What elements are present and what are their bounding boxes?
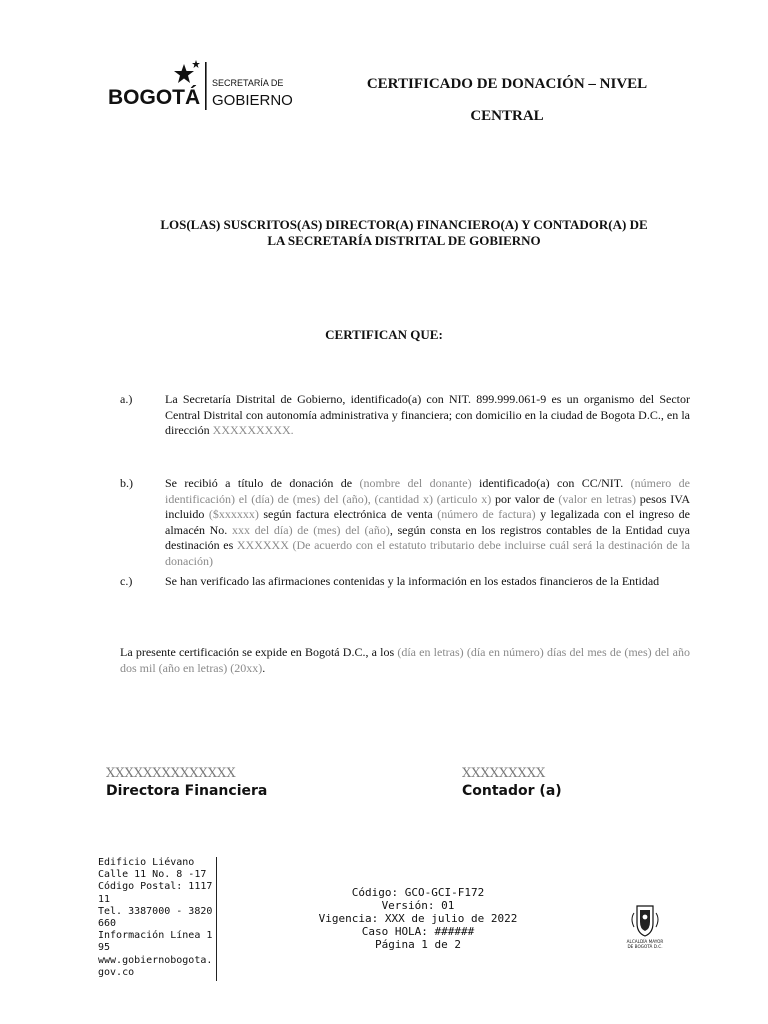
id-date-quantity-placeholder: (número de identificación) el (día) de (mes) del (año), (cantidad x) (articulo x) [165, 476, 690, 506]
signature-contador [462, 766, 562, 800]
address-line: Edificio Liévano [98, 857, 195, 868]
list-item-a [120, 392, 690, 439]
logo-bogota-text: BOGOTÁ [108, 86, 201, 109]
certifican-heading: CERTIFICAN QUE: [325, 327, 443, 342]
item-b-text: según factura electrónica de venta [258, 507, 438, 522]
list-item-label: c.) [120, 574, 133, 588]
item-a-address-placeholder: XXXXXXXXX. [212, 423, 294, 438]
item-b-text: identificado(a) con CC/NIT. [471, 476, 631, 490]
item-b-text: por valor de [491, 491, 559, 506]
crest-caption-line2: DE BOGOTÁ D.C. [627, 944, 663, 949]
item-a-text: La Secretaría Distrital de Gobierno, identificado(a) con NIT. 899.999.061-9 es un organismo del Sector Central Distrital con autonomía administrativa y financiera; con domicilio en la ciudad de Bogota D.C., en la dirección [165, 392, 690, 438]
page-number: Página 1 de 2 [374, 938, 462, 951]
website-link[interactable]: www.gobiernobogota.gov.co [98, 954, 213, 978]
signatories-heading [130, 217, 678, 249]
item-b-text: pesos IVA incluido [165, 491, 691, 522]
document-title-line2: CENTRAL [470, 108, 544, 124]
value-letters-placeholder: (valor en letras) [558, 491, 636, 506]
destination-placeholder: XXXXXX (De acuerdo con el estatuto tributario debe incluirse cuál será la destinación de la donación) [165, 538, 691, 568]
doc-version: Versión: 01 [381, 899, 455, 912]
doc-caso: Caso HOLA: ###### [361, 925, 475, 938]
logo-gobierno-text: GOBIERNO [212, 92, 293, 109]
value-number-placeholder: ($xxxxxx) [208, 507, 259, 522]
alcaldia-crest-logo [618, 903, 672, 951]
list-item-text [165, 392, 690, 439]
date-placeholder: (día en letras) (día en número) días del mes de (mes) del año dos mil (año en letras) (20xx) [120, 645, 690, 675]
signatories-heading-line2: LA SECRETARÍA DISTRITAL DE GOBIERNO [267, 233, 541, 248]
warehouse-entry-placeholder: xxx del día) de (mes) del (año) [231, 522, 390, 537]
signature-director [106, 766, 267, 800]
address-line: Código Postal: 111711 [98, 881, 213, 905]
contador-role: Contador (a) [462, 783, 562, 799]
list-item-label: a.) [120, 392, 133, 406]
closing-text-end: . [262, 660, 266, 675]
item-b-text: Se recibió a título de donación de [165, 476, 360, 490]
document-title [348, 68, 666, 132]
item-b-text: y legalizada con el ingreso de almacén No. [165, 507, 690, 537]
footer-document-code [310, 886, 526, 951]
address-line: Información Línea 195 [98, 930, 213, 954]
donor-name-placeholder: (nombre del donante) [359, 476, 472, 490]
list-item-text [165, 476, 690, 570]
list-item-b [120, 476, 690, 570]
director-name-placeholder: XXXXXXXXXXXXXX [106, 766, 236, 781]
crest-caption-line1: ALCALDÍA MAYOR [626, 939, 664, 944]
doc-code: Código: GCO-GCI-F172 [351, 886, 485, 899]
closing-text: La presente certificación se expide en Bogotá D.C., a los [120, 645, 398, 659]
logo-divider [205, 62, 207, 110]
item-b-text: , según consta en los registros contables de la Entidad cuya destinación es [165, 522, 690, 553]
logo-secretaria-text: SECRETARÍA DE [212, 78, 284, 88]
logo-small-star [192, 60, 200, 68]
signatories-heading-line1: LOS(LAS) SUSCRITOS(AS) DIRECTOR(A) FINANCIERO(A) Y CONTADOR(A) DE [160, 217, 648, 232]
list-item-label: b.) [120, 476, 133, 490]
footer-divider [216, 857, 217, 981]
footer-address [98, 857, 213, 979]
list-item-c [120, 574, 690, 590]
address-line: Tel. 3387000 - 3820660 [98, 905, 213, 930]
document-title-line1: CERTIFICADO DE DONACIÓN – NIVEL [366, 76, 648, 92]
closing-paragraph [120, 645, 690, 676]
logo-big-star [174, 64, 194, 83]
contador-name-placeholder: XXXXXXXXX [462, 766, 546, 781]
bogota-secretaria-gobierno-logo [108, 58, 298, 114]
invoice-number-placeholder: (número de factura) [437, 507, 536, 522]
doc-vigencia: Vigencia: XXX de julio de 2022 [318, 912, 518, 925]
list-item-text: Se han verificado las afirmaciones contenidas y la información en los estados financieros de la Entidad [165, 574, 660, 588]
director-role: Directora Financiera [106, 783, 268, 799]
address-line: Calle 11 No. 8 -17 [98, 869, 207, 881]
